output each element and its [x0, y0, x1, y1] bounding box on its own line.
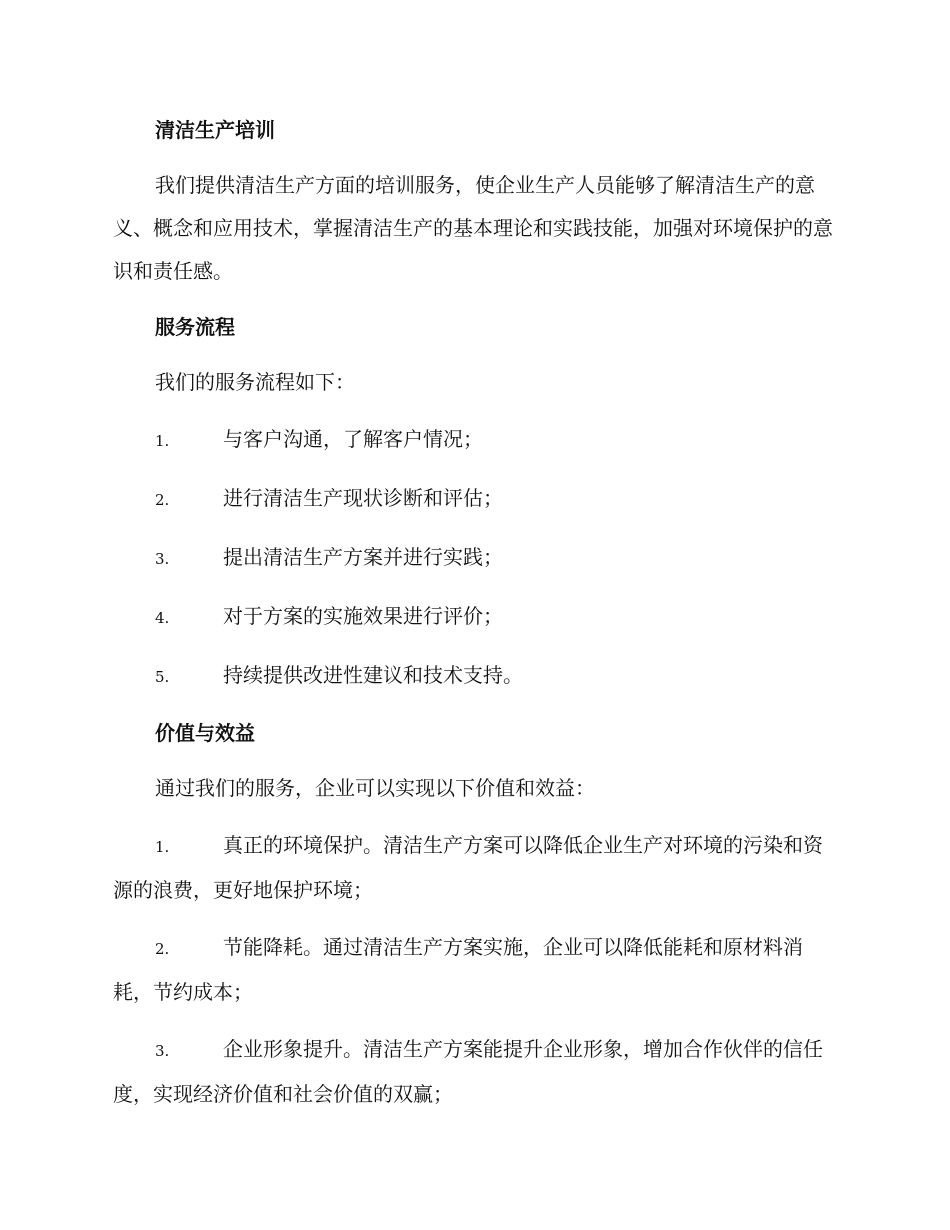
list-number: 3.: [155, 550, 170, 568]
list-text: 对于方案的实施效果进行评价；: [223, 604, 503, 628]
list-text: 节能降耗。通过清洁生产方案实施，企业可以降低能耗和原材料消耗，节约成本；: [113, 935, 803, 1004]
value-list: [113, 824, 835, 1116]
list-item: [113, 595, 835, 640]
list-text: 提出清洁生产方案并进行实践；: [223, 545, 503, 569]
list-number: 2.: [155, 940, 170, 958]
list-text: 进行清洁生产现状诊断和评估；: [223, 486, 503, 510]
list-number: 1.: [155, 432, 170, 450]
list-text: 企业形象提升。清洁生产方案能提升企业形象，增加合作伙伴的信任度，实现经济价值和社会价值的双赢；: [113, 1037, 823, 1106]
process-list: [113, 418, 835, 699]
list-item: [113, 418, 835, 463]
list-number: 2.: [155, 491, 170, 509]
section-heading-process: 服务流程: [155, 315, 235, 339]
list-number: 3.: [155, 1042, 170, 1060]
list-number: 4.: [155, 609, 170, 627]
list-item: [113, 824, 835, 912]
list-item: [113, 1028, 835, 1116]
section-heading-training: 清洁生产培训: [155, 118, 275, 142]
list-number: 5.: [155, 668, 170, 686]
list-item: [113, 926, 835, 1014]
process-intro: 我们的服务流程如下：: [155, 370, 355, 394]
section-heading-value: 价值与效益: [155, 721, 255, 745]
training-paragraph: 我们提供清洁生产方面的培训服务，使企业生产人员能够了解清洁生产的意义、概念和应用技术，掌握清洁生产的基本理论和实践技能，加强对环境保护的意识和责任感。: [113, 173, 833, 283]
list-text: 持续提供改进性建议和技术支持。: [223, 663, 523, 687]
list-text: 真正的环境保护。清洁生产方案可以降低企业生产对环境的污染和资源的浪费，更好地保护环境；: [113, 833, 823, 902]
list-text: 与客户沟通，了解客户情况；: [223, 427, 483, 451]
list-item: [113, 654, 835, 699]
document-page: [113, 110, 835, 1130]
list-item: [113, 477, 835, 522]
value-intro: 通过我们的服务，企业可以实现以下价值和效益：: [155, 776, 595, 800]
list-number: 1.: [155, 838, 170, 856]
list-item: [113, 536, 835, 581]
